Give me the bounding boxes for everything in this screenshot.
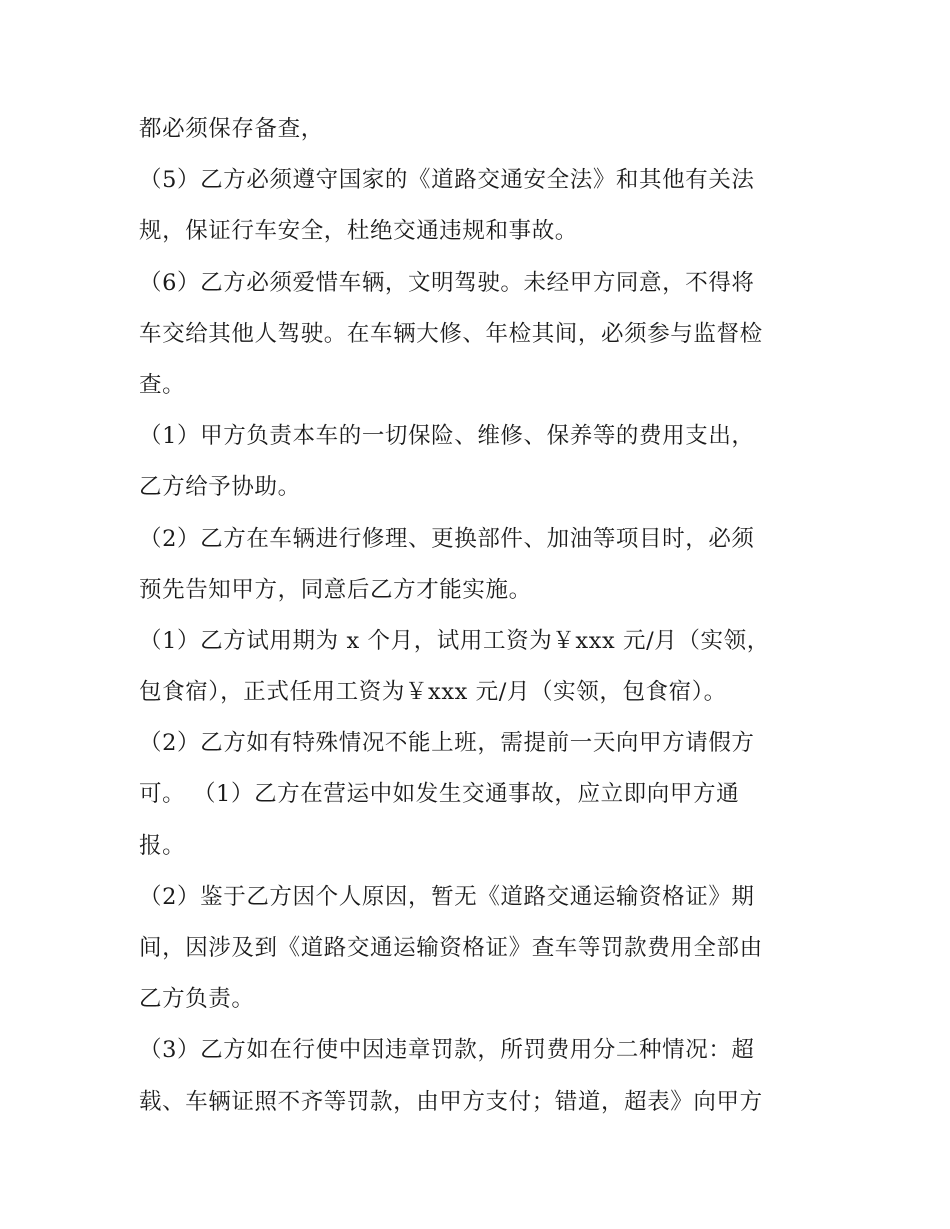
text-line: （1）甲方负责本车的一切保险、维修、保养等的费用支出， <box>139 423 755 450</box>
text-line: （2）乙方在车辆进行修理、更换部件、加油等项目时，必须 <box>139 525 755 552</box>
text-line: （5）乙方必须遵守国家的《道路交通安全法》和其他有关法 <box>139 167 755 194</box>
text-line: 间，因涉及到《道路交通运输资格证》查车等罚款费用全部由 <box>139 935 763 961</box>
text-line: （6）乙方必须爱惜车辆，文明驾驶。未经甲方同意，不得将 <box>139 269 755 296</box>
text-line: 乙方给予协助。 <box>139 474 301 501</box>
text-line: 乙方负责。 <box>139 986 255 1013</box>
text-line: 都必须保存备查， <box>139 116 324 142</box>
contract-text-body <box>139 104 829 1128</box>
text-line: 预先告知甲方，同意后乙方才能实施。 <box>139 576 532 603</box>
text-line: 可。 （1）乙方在营运中如发生交通事故，应立即向甲方通 <box>139 781 740 808</box>
text-line: （2）乙方如有特殊情况不能上班，需提前一天向甲方请假方 <box>139 730 755 757</box>
text-line: （2）鉴于乙方因个人原因，暂无《道路交通运输资格证》期 <box>139 883 755 910</box>
text-line: 报。 <box>139 832 186 859</box>
text-line: 规，保证行车安全，杜绝交通违规和事故。 <box>139 218 578 245</box>
text-line: 载、车辆证照不齐等罚款，由甲方支付；错道，超表》向甲方 <box>139 1088 763 1115</box>
text-line: （3）乙方如在行使中因违章罚款，所罚费用分二种情况：超 <box>139 1037 755 1064</box>
text-line: 查。 <box>139 371 186 398</box>
text-line: 车交给其他人驾驶。在车辆大修、年检其间，必须参与监督检 <box>139 320 763 347</box>
text-line: （1）乙方试用期为 x 个月，试用工资为￥xxx 元/月（实领， <box>139 627 770 654</box>
text-line: 包食宿），正式任用工资为￥xxx 元/月（实领，包食宿）。 <box>139 679 727 706</box>
